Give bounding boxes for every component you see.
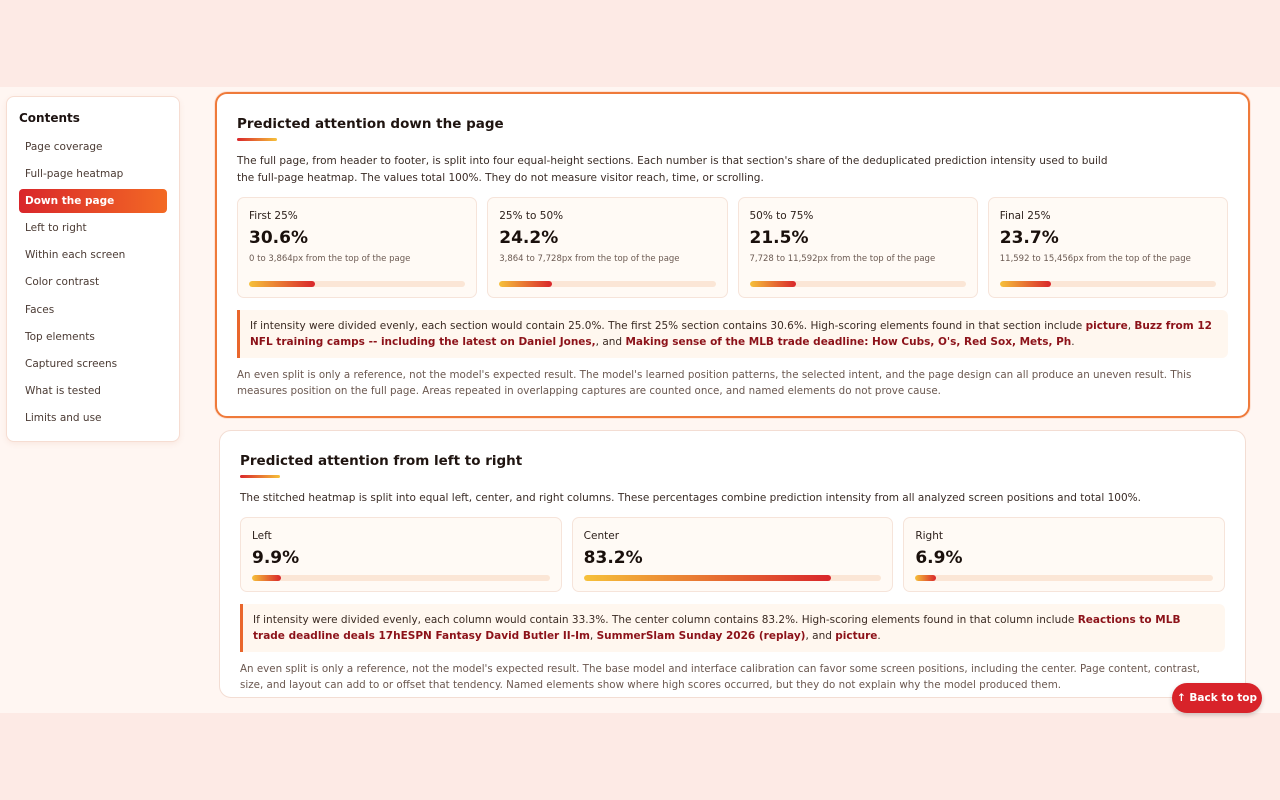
share-bar [750, 281, 966, 287]
stat-label: Left [252, 530, 272, 542]
element-name: SummerSlam Sunday 2026 (replay) [596, 630, 806, 642]
stat-value: 24.2% [499, 228, 559, 248]
title-underline [240, 475, 280, 478]
title-underline [237, 138, 277, 141]
toc-item-page-coverage[interactable]: Page coverage [25, 141, 103, 153]
stat-value: 21.5% [749, 228, 809, 248]
stat-value: 30.6% [249, 228, 308, 248]
stat-card [738, 197, 978, 298]
stat-value: 9.9% [252, 548, 300, 568]
toc-item-full-page-heatmap[interactable]: Full-page heatmap [25, 168, 124, 181]
stat-value: 6.9% [915, 548, 963, 568]
stat-card [240, 517, 562, 592]
share-bar-fill [1000, 281, 1051, 287]
toc-item-faces[interactable]: Faces [25, 303, 55, 316]
share-bar [584, 575, 882, 581]
section-description: The full page, from header to footer, is split into four equal-height sections. Each number is that section's share of the deduplicated prediction intensity used to build the full-page heatmap. The values total 100%. They do not measure visitor reach, time, or scrolling. [237, 155, 1108, 184]
stat-label: 50% to 75% [749, 210, 814, 222]
section-footnote: An even split is only a reference, not the model's expected result. The base model and interface calibration can favor some screen positions, including the center. Page content, contrast, size, and layout can add to or offset that tendency. Named elements show where high scores occurred, but they do not explain why the model produced them. [240, 663, 1200, 691]
toc-item-within-each-screen[interactable]: Within each screen [25, 249, 126, 262]
stat-label: Right [915, 530, 943, 542]
note-separator: , [1127, 320, 1135, 332]
toc-item-left-to-right[interactable]: Left to right [25, 222, 87, 235]
stat-card [903, 517, 1225, 592]
share-bar [252, 575, 550, 581]
callout-note [237, 310, 1228, 358]
share-bar [915, 575, 1213, 581]
stat-label: Final 25% [999, 210, 1051, 222]
stat-range: 0 to 3,864px from the top of the page [249, 254, 411, 264]
stat-value: 83.2% [583, 548, 643, 568]
toc-item-top-elements[interactable]: Top elements [25, 330, 95, 343]
share-bar-fill [750, 281, 796, 287]
note-text: If intensity were divided evenly, each section would contain 25.0%. The first 25% section contains 30.6%. High-scoring elements found in that section include [250, 320, 1086, 332]
callout-note [240, 604, 1225, 652]
toc-item-limits-and-use[interactable]: Limits and use [25, 411, 102, 424]
note-end: . [1071, 336, 1075, 348]
stat-card [988, 197, 1228, 298]
stat-cards [240, 517, 1225, 592]
share-bar-fill [584, 575, 832, 581]
table-of-contents [6, 96, 180, 442]
share-bar [249, 281, 465, 287]
share-bar-fill [499, 281, 551, 287]
section-title: Predicted attention from left to right [240, 453, 523, 469]
stat-card [237, 197, 477, 298]
note-separator: , and [595, 336, 626, 348]
section-title: Predicted attention down the page [237, 116, 504, 132]
back-to-top-button[interactable]: ↑ Back to top [1172, 683, 1262, 713]
share-bar-fill [915, 575, 936, 581]
stat-range: 7,728 to 11,592px from the top of the page [749, 254, 936, 264]
share-bar [1000, 281, 1216, 287]
share-bar-fill [252, 575, 281, 581]
stat-label: First 25% [249, 210, 298, 222]
toc-item-what-is-tested[interactable]: What is tested [25, 384, 101, 397]
section-down-the-page [215, 92, 1250, 418]
note-end: . [877, 630, 881, 642]
stat-label: Center [583, 530, 620, 542]
stat-range: 3,864 to 7,728px from the top of the page [499, 254, 680, 264]
note-separator: , and [805, 630, 836, 642]
element-name: Making sense of the MLB trade deadline: How Cubs, O's, Red Sox, Mets, Ph [625, 336, 1072, 348]
toc-list [19, 135, 167, 430]
element-name: picture [1085, 320, 1128, 332]
stat-label: 25% to 50% [499, 210, 564, 222]
stat-cards [237, 197, 1228, 298]
element-name: picture [835, 630, 878, 642]
stat-value: 23.7% [999, 228, 1059, 248]
toc-title: Contents [19, 111, 80, 125]
share-bar-fill [249, 281, 315, 287]
toc-item-down-the-page[interactable]: Down the page [19, 189, 167, 213]
element-name: Reactions to MLB trade deadline deals 17hESPN Fantasy David Butler II-Im [253, 614, 1181, 642]
toc-item-color-contrast[interactable]: Color contrast [25, 276, 100, 289]
share-bar [499, 281, 715, 287]
section-footnote: An even split is only a reference, not the model's expected result. The model's learned position patterns, the selected intent, and the page design can all produce an uneven result. This measures position on the full page. Areas repeated in overlapping captures are counted once, and named elements do not prove cause. [237, 369, 1192, 397]
element-name: Buzz from 12 NFL training camps -- including the latest on Daniel Jones, [250, 320, 1212, 348]
toc-item-captured-screens[interactable]: Captured screens [25, 357, 118, 370]
stat-card [572, 517, 894, 592]
note-text: If intensity were divided evenly, each column would contain 33.3%. The center column contains 83.2%. High-scoring elements found in that column include [253, 614, 1078, 626]
section-left-to-right [219, 430, 1246, 698]
note-separator: , [589, 630, 597, 642]
section-description: The stitched heatmap is split into equal left, center, and right columns. These percentages combine prediction intensity from all analyzed screen positions and total 100%. [240, 492, 1141, 504]
stat-card [487, 197, 727, 298]
stat-range: 11,592 to 15,456px from the top of the page [999, 254, 1191, 264]
